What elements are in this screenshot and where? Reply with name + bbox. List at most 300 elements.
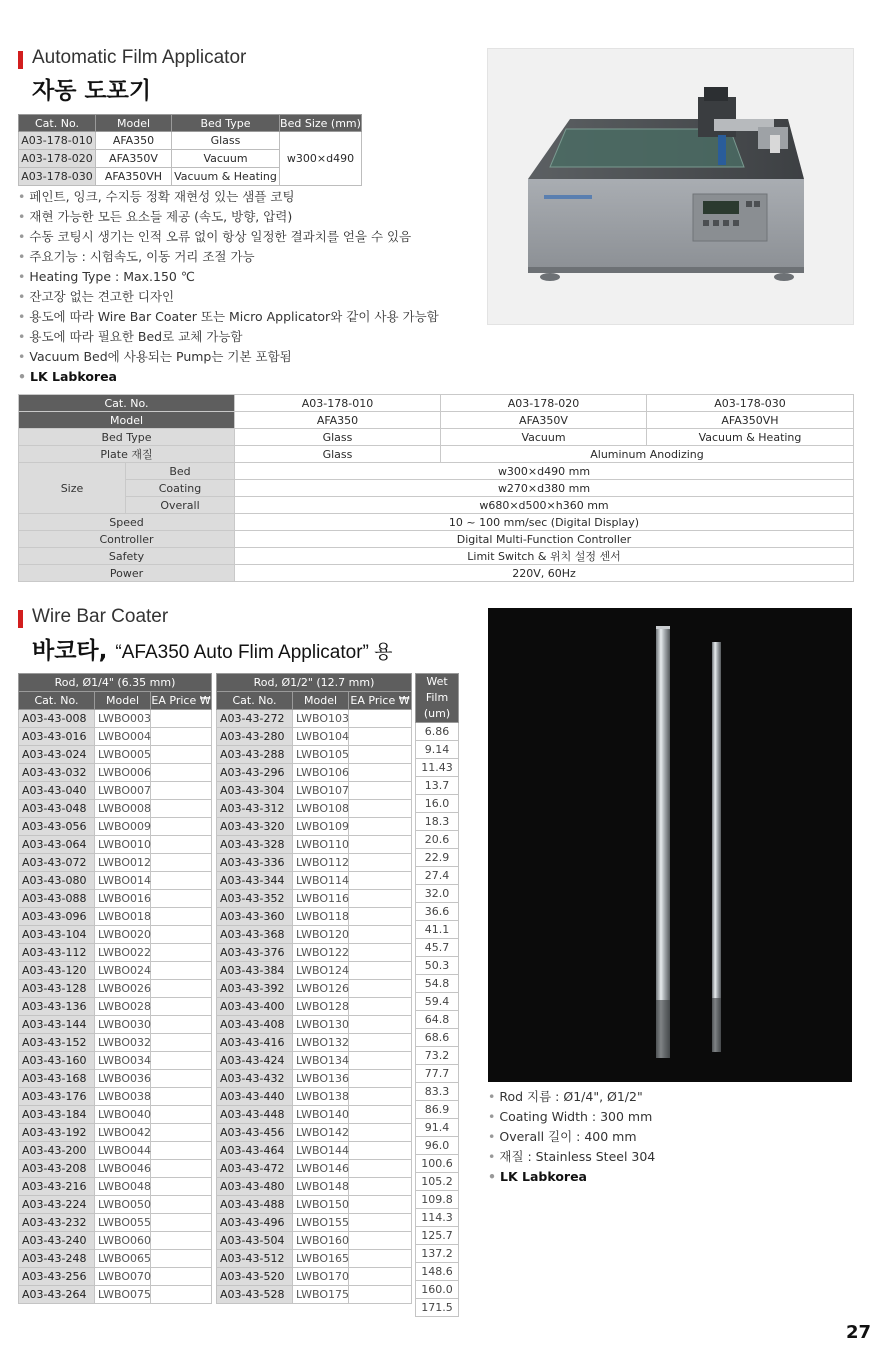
model: AFA350VH xyxy=(96,168,172,186)
cat-no: A03-43-440 xyxy=(217,1088,293,1106)
cat-value: A03-178-010 xyxy=(235,395,441,412)
price-cell xyxy=(151,1124,212,1142)
size-overall-value: w680×d500×h360 mm xyxy=(235,497,854,514)
table-row xyxy=(19,998,212,1016)
cat-no: A03-43-104 xyxy=(19,926,95,944)
price-cell xyxy=(151,908,212,926)
table-row xyxy=(19,908,212,926)
model: LWBO046 xyxy=(95,1160,151,1178)
page-number: 27 xyxy=(846,1322,871,1343)
table-row xyxy=(217,728,412,746)
cat-no: A03-43-128 xyxy=(19,980,95,998)
price-cell xyxy=(349,1124,412,1142)
model: LWBO028 xyxy=(95,998,151,1016)
list-item: • Vacuum Bed에 사용되는 Pump는 기본 포함됨 xyxy=(18,347,439,367)
table-row xyxy=(217,962,412,980)
table-row xyxy=(217,944,412,962)
model: LWBO116 xyxy=(293,890,349,908)
list-item: • Heating Type : Max.150 ℃ xyxy=(18,267,439,287)
table-row xyxy=(217,998,412,1016)
cat-no: A03-43-448 xyxy=(217,1106,293,1124)
wet-film-value: 16.0 xyxy=(416,795,459,813)
wet-film-value: 41.1 xyxy=(416,921,459,939)
bed-type-label: Bed Type xyxy=(19,429,235,446)
col-header: EA Price ₩ xyxy=(151,692,212,710)
cat-no: A03-43-064 xyxy=(19,836,95,854)
model: LWBO016 xyxy=(95,890,151,908)
model-value: AFA350 xyxy=(235,412,441,429)
wet-film-value: 148.6 xyxy=(416,1263,459,1281)
model: LWBO010 xyxy=(95,836,151,854)
table-row xyxy=(19,710,212,728)
power-label: Power xyxy=(19,565,235,582)
table-row xyxy=(19,1016,212,1034)
price-cell xyxy=(349,836,412,854)
model: LWBO124 xyxy=(293,962,349,980)
table-row xyxy=(19,800,212,818)
price-cell xyxy=(349,890,412,908)
section1-title-en: Automatic Film Applicator xyxy=(32,47,247,68)
power-value: 220V, 60Hz xyxy=(235,565,854,582)
speed-label: Speed xyxy=(19,514,235,531)
table-row xyxy=(217,800,412,818)
spec-table xyxy=(18,394,854,582)
cat-no: A03-43-184 xyxy=(19,1106,95,1124)
wet-film-value: 32.0 xyxy=(416,885,459,903)
table-row xyxy=(416,1173,459,1191)
price-cell xyxy=(151,890,212,908)
cat-no: A03-43-344 xyxy=(217,872,293,890)
price-cell xyxy=(349,926,412,944)
table-row xyxy=(217,1124,412,1142)
cat-no: A03-43-216 xyxy=(19,1178,95,1196)
model: LWBO160 xyxy=(293,1232,349,1250)
price-cell xyxy=(151,818,212,836)
cat-no: A03-43-248 xyxy=(19,1250,95,1268)
table-row xyxy=(19,818,212,836)
cat-no: A03-43-176 xyxy=(19,1088,95,1106)
model: LWBO109 xyxy=(293,818,349,836)
wet-film-value: 22.9 xyxy=(416,849,459,867)
price-cell xyxy=(151,764,212,782)
wet-film-value: 114.3 xyxy=(416,1209,459,1227)
table-row xyxy=(19,1160,212,1178)
rods-illustration xyxy=(488,608,852,1082)
bed-size: w300×d490 xyxy=(280,132,362,186)
table-row xyxy=(217,1052,412,1070)
wet-film-value: 125.7 xyxy=(416,1227,459,1245)
table-row xyxy=(416,1119,459,1137)
cat-no: A03-43-384 xyxy=(217,962,293,980)
table-row xyxy=(416,1263,459,1281)
section2-title-en: Wire Bar Coater xyxy=(32,606,169,627)
model: LWBO146 xyxy=(293,1160,349,1178)
price-cell xyxy=(349,1142,412,1160)
model: LWBO040 xyxy=(95,1106,151,1124)
price-cell xyxy=(151,980,212,998)
list-item: • 잔고장 없는 견고한 디자인 xyxy=(18,287,439,307)
bed-type-value: Glass xyxy=(235,429,441,446)
model: LWBO103 xyxy=(293,710,349,728)
price-cell xyxy=(151,1070,212,1088)
table-row xyxy=(217,746,412,764)
model-value: AFA350VH xyxy=(647,412,854,429)
price-cell xyxy=(151,728,212,746)
cat-no: A03-43-272 xyxy=(217,710,293,728)
table-row xyxy=(19,1142,212,1160)
model: LWBO106 xyxy=(293,764,349,782)
price-cell xyxy=(151,1286,212,1304)
table-row xyxy=(217,764,412,782)
table-row xyxy=(416,1083,459,1101)
size-overall-label: Overall xyxy=(126,497,235,514)
cat-no: A03-43-312 xyxy=(217,800,293,818)
cat-no: A03-43-256 xyxy=(19,1268,95,1286)
wet-film-value: 18.3 xyxy=(416,813,459,831)
price-cell xyxy=(349,1034,412,1052)
rod-half-label: Rod, Ø1/2" (12.7 mm) xyxy=(217,674,412,692)
cat-no: A03-43-504 xyxy=(217,1232,293,1250)
section1-title-ko: 자동 도포기 xyxy=(32,78,152,104)
model: LWBO136 xyxy=(293,1070,349,1088)
cat-no: A03-43-144 xyxy=(19,1016,95,1034)
table-row xyxy=(19,1214,212,1232)
model: LWBO130 xyxy=(293,1016,349,1034)
applicator-photo xyxy=(487,48,854,325)
cat-no: A03-178-020 xyxy=(19,150,96,168)
table-row xyxy=(217,1196,412,1214)
list-item: • Coating Width : 300 mm xyxy=(488,1107,655,1127)
cat-no: A03-43-048 xyxy=(19,800,95,818)
cat-no: A03-43-192 xyxy=(19,1124,95,1142)
model: LWBO042 xyxy=(95,1124,151,1142)
price-cell xyxy=(349,962,412,980)
col-header: Cat. No. xyxy=(217,692,293,710)
table-row xyxy=(19,1178,212,1196)
model: AFA350V xyxy=(96,150,172,168)
model: LWBO012 xyxy=(95,854,151,872)
model: LWBO126 xyxy=(293,980,349,998)
col-header: EA Price ₩ xyxy=(349,692,412,710)
list-item: • 수동 코팅시 생기는 인적 오류 없이 항상 일정한 결과치를 얻을 수 있음 xyxy=(18,227,439,247)
list-item: • Overall 길이 : 400 mm xyxy=(488,1127,655,1147)
wet-film-value: 100.6 xyxy=(416,1155,459,1173)
list-item: • 주요기능 : 시험속도, 이동 거리 조절 가능 xyxy=(18,247,439,267)
model: LWBO006 xyxy=(95,764,151,782)
cat-no: A03-43-096 xyxy=(19,908,95,926)
size-coating-label: Coating xyxy=(126,480,235,497)
table-row xyxy=(217,980,412,998)
price-cell xyxy=(349,1214,412,1232)
price-cell xyxy=(151,872,212,890)
cat-no: A03-43-160 xyxy=(19,1052,95,1070)
price-cell xyxy=(151,1250,212,1268)
model-label: Model xyxy=(19,412,235,429)
table-row xyxy=(416,1299,459,1317)
model: LWBO118 xyxy=(293,908,349,926)
table-row xyxy=(217,1214,412,1232)
plate-label: Plate 재질 xyxy=(19,446,235,463)
cat-no: A03-43-400 xyxy=(217,998,293,1016)
wet-film-value: 27.4 xyxy=(416,867,459,885)
model: LWBO107 xyxy=(293,782,349,800)
table-row xyxy=(19,854,212,872)
controller-value: Digital Multi-Function Controller xyxy=(235,531,854,548)
model: LWBO114 xyxy=(293,872,349,890)
table-row xyxy=(19,1124,212,1142)
cat-no: A03-43-040 xyxy=(19,782,95,800)
table-row xyxy=(19,1232,212,1250)
price-cell xyxy=(151,1232,212,1250)
cat-no: A03-43-496 xyxy=(217,1214,293,1232)
rods-photo xyxy=(488,608,852,1082)
table-row xyxy=(19,782,212,800)
section2-title-ko-main: 바코타, xyxy=(32,638,108,664)
cat-no: A03-43-352 xyxy=(217,890,293,908)
brand-item: • LK Labkorea xyxy=(488,1167,655,1187)
price-cell xyxy=(349,1250,412,1268)
wet-film-value: 50.3 xyxy=(416,957,459,975)
feature-list xyxy=(18,187,439,387)
table-row xyxy=(416,831,459,849)
model: LWBO050 xyxy=(95,1196,151,1214)
model: LWBO003 xyxy=(95,710,151,728)
table-row xyxy=(416,867,459,885)
price-cell xyxy=(349,1268,412,1286)
price-cell xyxy=(151,1268,212,1286)
cat-no: A03-43-480 xyxy=(217,1178,293,1196)
col-header: Model xyxy=(96,115,172,132)
model: LWBO014 xyxy=(95,872,151,890)
table-row xyxy=(217,926,412,944)
model: LWBO108 xyxy=(293,800,349,818)
wet-film-value: 64.8 xyxy=(416,1011,459,1029)
table-row xyxy=(416,759,459,777)
list-item: • 페인트, 잉크, 수지등 정확 재현성 있는 샘플 코팅 xyxy=(18,187,439,207)
table-row xyxy=(416,1137,459,1155)
cat-no: A03-43-376 xyxy=(217,944,293,962)
price-cell xyxy=(349,872,412,890)
table-row xyxy=(416,1227,459,1245)
bed-type: Glass xyxy=(172,132,280,150)
table-row xyxy=(416,885,459,903)
model: LWBO026 xyxy=(95,980,151,998)
model: LWBO008 xyxy=(95,800,151,818)
col-header: Cat. No. xyxy=(19,115,96,132)
cat-no: A03-43-080 xyxy=(19,872,95,890)
cat-no: A03-43-072 xyxy=(19,854,95,872)
table-row xyxy=(217,1070,412,1088)
cat-no: A03-43-304 xyxy=(217,782,293,800)
model: LWBO038 xyxy=(95,1088,151,1106)
cat-no: A03-43-008 xyxy=(19,710,95,728)
table-row xyxy=(416,777,459,795)
model: LWBO044 xyxy=(95,1142,151,1160)
cat-no: A03-43-328 xyxy=(217,836,293,854)
cat-no: A03-43-416 xyxy=(217,1034,293,1052)
rod-spec-list xyxy=(488,1087,655,1187)
cat-no: A03-43-056 xyxy=(19,818,95,836)
price-cell xyxy=(349,1196,412,1214)
table-row xyxy=(217,1034,412,1052)
rod-quarter-label: Rod, Ø1/4" (6.35 mm) xyxy=(19,674,212,692)
price-cell xyxy=(151,836,212,854)
cat-no: A03-43-512 xyxy=(217,1250,293,1268)
table-row xyxy=(19,890,212,908)
price-cell xyxy=(349,1016,412,1034)
model: LWBO018 xyxy=(95,908,151,926)
cat-no: A03-43-424 xyxy=(217,1052,293,1070)
cat-label: Cat. No. xyxy=(19,395,235,412)
model: LWBO142 xyxy=(293,1124,349,1142)
cat-no: A03-43-136 xyxy=(19,998,95,1016)
price-cell xyxy=(349,746,412,764)
list-item: • 재질 : Stainless Steel 304 xyxy=(488,1147,655,1167)
plate-value: Aluminum Anodizing xyxy=(441,446,854,463)
model: LWBO070 xyxy=(95,1268,151,1286)
price-cell xyxy=(349,1232,412,1250)
cat-no: A03-43-264 xyxy=(19,1286,95,1304)
table-row xyxy=(217,1142,412,1160)
price-cell xyxy=(151,1016,212,1034)
table-row xyxy=(19,1052,212,1070)
table-row xyxy=(416,723,459,741)
cat-no: A03-43-088 xyxy=(19,890,95,908)
model: LWBO175 xyxy=(293,1286,349,1304)
model: LWBO065 xyxy=(95,1250,151,1268)
model: AFA350 xyxy=(96,132,172,150)
cat-value: A03-178-020 xyxy=(441,395,647,412)
table-row xyxy=(217,710,412,728)
model: LWBO122 xyxy=(293,944,349,962)
model: LWBO030 xyxy=(95,1016,151,1034)
wet-film-value: 137.2 xyxy=(416,1245,459,1263)
model: LWBO055 xyxy=(95,1214,151,1232)
cat-no: A03-43-208 xyxy=(19,1160,95,1178)
cat-no: A03-43-016 xyxy=(19,728,95,746)
price-cell xyxy=(349,1106,412,1124)
col-header: Bed Size (mm) xyxy=(280,116,361,130)
model: LWBO132 xyxy=(293,1034,349,1052)
price-cell xyxy=(151,800,212,818)
wet-film-value: 160.0 xyxy=(416,1281,459,1299)
list-item: • 용도에 따라 Wire Bar Coater 또는 Micro Applicator와 같이 사용 가능함 xyxy=(18,307,439,327)
table-row xyxy=(416,975,459,993)
model: LWBO048 xyxy=(95,1178,151,1196)
price-cell xyxy=(151,926,212,944)
cat-no: A03-43-152 xyxy=(19,1034,95,1052)
wet-film-value: 73.2 xyxy=(416,1047,459,1065)
model: LWBO128 xyxy=(293,998,349,1016)
table-row xyxy=(416,1191,459,1209)
model: LWBO170 xyxy=(293,1268,349,1286)
price-cell xyxy=(151,710,212,728)
cat-no: A03-178-030 xyxy=(19,168,96,186)
model: LWBO148 xyxy=(293,1178,349,1196)
model: LWBO009 xyxy=(95,818,151,836)
table-row xyxy=(217,1160,412,1178)
list-item: • 재현 가능한 모든 요소들 제공 (속도, 방향, 압력) xyxy=(18,207,439,227)
price-cell xyxy=(349,944,412,962)
model: LWBO060 xyxy=(95,1232,151,1250)
cat-no: A03-43-336 xyxy=(217,854,293,872)
price-cell xyxy=(349,908,412,926)
table-row xyxy=(19,872,212,890)
price-cell xyxy=(349,728,412,746)
wet-film-value: 171.5 xyxy=(416,1299,459,1317)
table-row xyxy=(416,1029,459,1047)
table-row xyxy=(217,872,412,890)
section2-title-sub: “AFA350 Auto Flim Applicator” 용 xyxy=(115,642,393,663)
model: LWBO144 xyxy=(293,1142,349,1160)
cat-no: A03-43-168 xyxy=(19,1070,95,1088)
table-row xyxy=(19,962,212,980)
table-row xyxy=(217,818,412,836)
col-header: Model xyxy=(95,692,151,710)
model: LWBO112 xyxy=(293,854,349,872)
section-marker xyxy=(18,610,23,628)
model: LWBO005 xyxy=(95,746,151,764)
rod-quarter-table xyxy=(18,673,212,1304)
bed-type: Vacuum & Heating xyxy=(172,168,280,186)
cat-no: A03-43-392 xyxy=(217,980,293,998)
table-row xyxy=(416,1047,459,1065)
cat-no: A03-43-360 xyxy=(217,908,293,926)
table-row xyxy=(416,1011,459,1029)
table-row xyxy=(416,1209,459,1227)
price-cell xyxy=(151,1214,212,1232)
price-cell xyxy=(151,944,212,962)
size-bed-value: w300×d490 mm xyxy=(235,463,854,480)
price-cell xyxy=(349,782,412,800)
wet-film-value: 105.2 xyxy=(416,1173,459,1191)
price-cell xyxy=(151,1034,212,1052)
model: LWBO134 xyxy=(293,1052,349,1070)
wet-film-value: 86.9 xyxy=(416,1101,459,1119)
price-cell xyxy=(349,1178,412,1196)
table-row xyxy=(19,944,212,962)
wet-film-unit: (um) xyxy=(423,707,451,720)
table-row xyxy=(19,764,212,782)
size-label: Size xyxy=(19,463,126,514)
table-row xyxy=(416,813,459,831)
table-row xyxy=(19,1070,212,1088)
price-cell xyxy=(151,962,212,980)
table-row xyxy=(19,1250,212,1268)
section2-title-ko xyxy=(32,632,393,665)
table-row xyxy=(19,1196,212,1214)
wet-film-label: Wet Film xyxy=(425,675,449,704)
table-row xyxy=(416,849,459,867)
model: LWBO036 xyxy=(95,1070,151,1088)
cat-no: A03-43-232 xyxy=(19,1214,95,1232)
table-row xyxy=(19,1268,212,1286)
cat-no: A03-43-288 xyxy=(217,746,293,764)
controller-label: Controller xyxy=(19,531,235,548)
table-row xyxy=(217,782,412,800)
table-row xyxy=(217,908,412,926)
table-row xyxy=(217,1088,412,1106)
cat-no: A03-43-488 xyxy=(217,1196,293,1214)
price-cell xyxy=(349,764,412,782)
cat-no: A03-43-024 xyxy=(19,746,95,764)
table-row xyxy=(19,1034,212,1052)
price-cell xyxy=(151,1178,212,1196)
cat-no: A03-43-120 xyxy=(19,962,95,980)
cat-no: A03-178-010 xyxy=(19,132,96,150)
list-item: • Rod 지름 : Ø1/4", Ø1/2" xyxy=(488,1087,655,1107)
table-row xyxy=(19,836,212,854)
